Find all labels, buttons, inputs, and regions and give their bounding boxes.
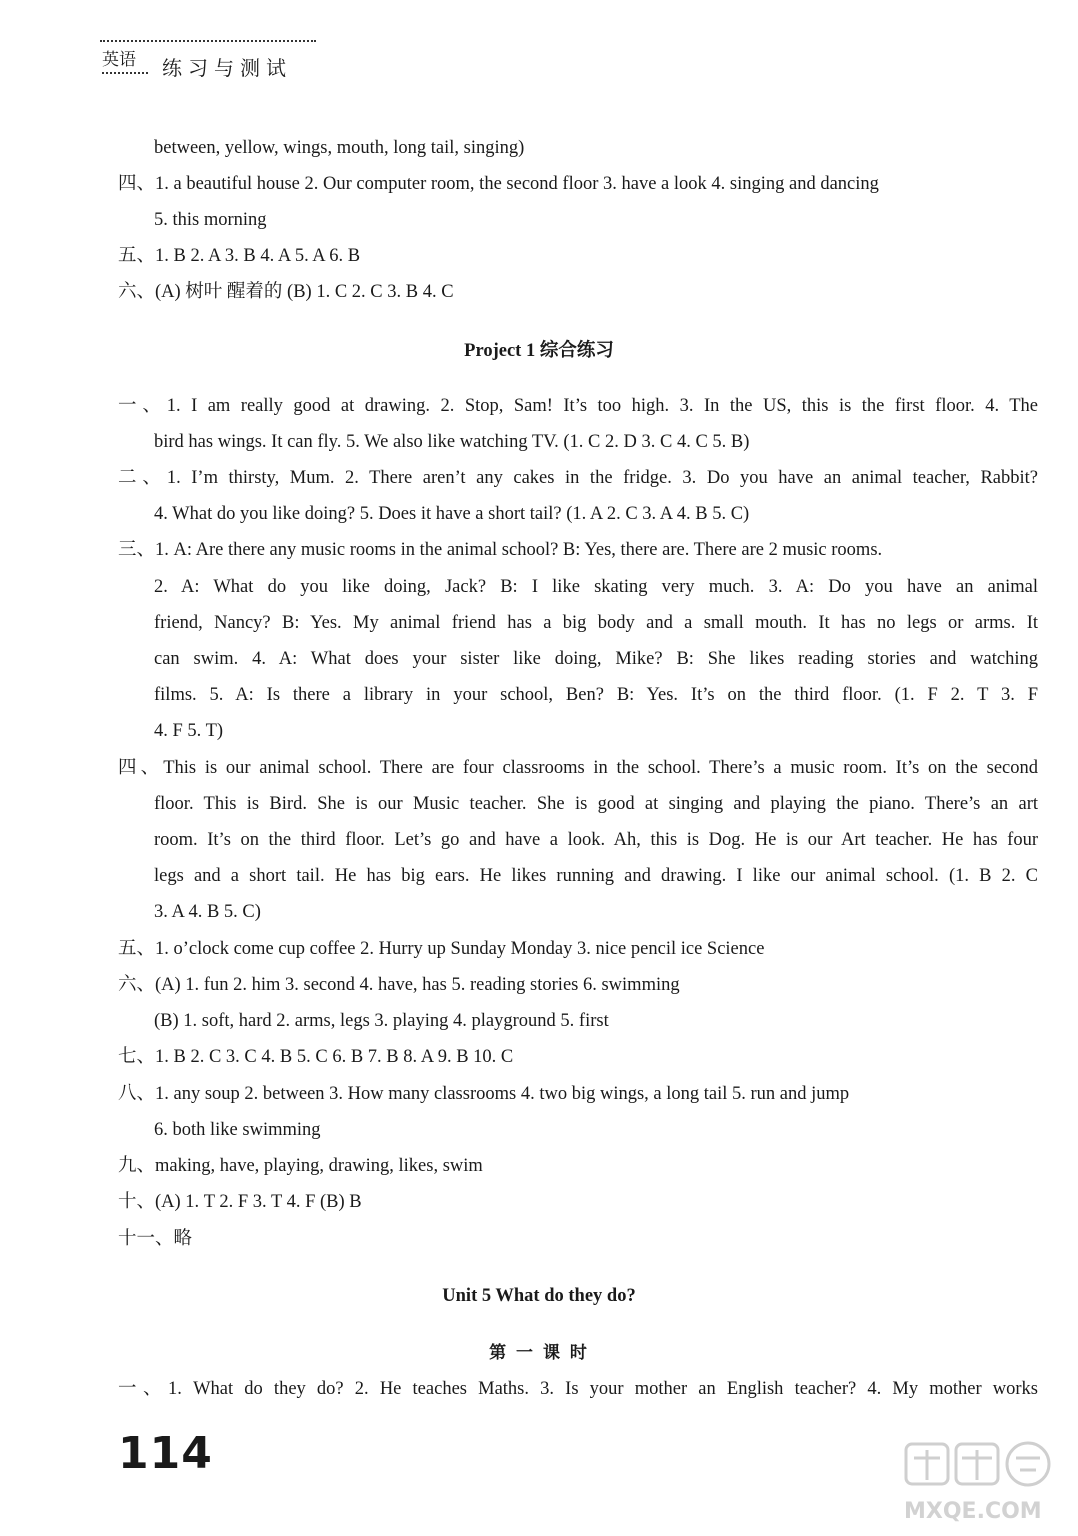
answer-line: between, yellow, wings, mouth, long tail, singing) bbox=[154, 138, 525, 158]
answer-line: friend, Nancy? B: Yes. My animal friend has a big body and a small mouth. It has no legs or arms. It bbox=[154, 613, 1038, 633]
answer-line: floor. This is Bird. She is our Music teacher. She is good at singing and playing the piano. There’s an art bbox=[154, 794, 1038, 814]
answer-line: 6. both like swimming bbox=[154, 1120, 321, 1140]
subject-label: 英语 bbox=[102, 48, 148, 74]
page-number: 114 bbox=[118, 1428, 213, 1479]
answer-line: 二、1. I’m thirsty, Mum. 2. There aren’t any cakes in the fridge. 3. Do you have an animal teacher, Rabbit? bbox=[118, 468, 1038, 488]
answer-line: 九、making, have, playing, drawing, likes, swim bbox=[118, 1156, 483, 1176]
answer-line: 4. What do you like doing? 5. Does it have a short tail? (1. A 2. C 3. A 4. B 5. C) bbox=[154, 504, 750, 524]
answer-line: 2. A: What do you like doing, Jack? B: I like skating very much. 3. A: Do you have an animal bbox=[154, 577, 1038, 597]
answer-line: room. It’s on the third floor. Let’s go and have a look. Ah, this is Dog. He is our Art teacher. He has four bbox=[154, 830, 1038, 850]
book-title: 练习与测试 bbox=[162, 56, 292, 80]
answer-line: 五、1. B 2. A 3. B 4. A 5. A 6. B bbox=[118, 246, 361, 266]
answer-line: films. 5. A: Is there a library in your school, Ben? B: Yes. It’s on the third floor. (1. F 2. T 3. F bbox=[154, 685, 1038, 705]
answer-line: 十一、略 bbox=[118, 1229, 193, 1249]
section-title-unit5: Unit 5 What do they do? bbox=[442, 1286, 636, 1306]
page-header bbox=[100, 40, 316, 82]
answer-line: 四、This is our animal school. There are four classrooms in the school. There’s a music room. It’s on the second bbox=[118, 758, 1038, 778]
answer-line: (B) 1. soft, hard 2. arms, legs 3. playing 4. playground 5. first bbox=[154, 1011, 609, 1031]
answer-line: 五、1. o’clock come cup coffee 2. Hurry up Sunday Monday 3. nice pencil ice Science bbox=[118, 939, 765, 959]
answer-line: 四、1. a beautiful house 2. Our computer room, the second floor 3. have a look 4. singing and dancing bbox=[118, 174, 879, 194]
svg-text:MXQE.COM: MXQE.COM bbox=[904, 1499, 1042, 1524]
answer-line: 六、(A) 1. fun 2. him 3. second 4. have, has 5. reading stories 6. swimming bbox=[118, 975, 680, 995]
answer-line: 3. A 4. B 5. C) bbox=[154, 902, 261, 922]
answer-line: 4. F 5. T) bbox=[154, 721, 224, 741]
answer-line: bird has wings. It can fly. 5. We also like watching TV. (1. C 2. D 3. C 4. C 5. B) bbox=[154, 432, 750, 452]
answer-line: 5. this morning bbox=[154, 210, 267, 230]
answer-line: can swim. 4. A: What does your sister like doing, Mike? B: She likes reading stories and watching bbox=[154, 649, 1038, 669]
answer-line: 十、(A) 1. T 2. F 3. T 4. F (B) B bbox=[118, 1192, 362, 1212]
watermark-logo bbox=[900, 1438, 1060, 1528]
lesson-title: 第 一 课 时 bbox=[489, 1343, 589, 1363]
answer-line: 一、1. What do they do? 2. He teaches Maths. 3. Is your mother an English teacher? 4. My mother works bbox=[118, 1379, 1038, 1399]
answer-line: 三、1. A: Are there any music rooms in the animal school? B: Yes, there are. There are 2 music rooms. bbox=[118, 540, 883, 560]
answer-line: 六、(A) 树叶 醒着的 (B) 1. C 2. C 3. B 4. C bbox=[118, 282, 454, 302]
section-title-project1: Project 1 综合练习 bbox=[464, 341, 614, 361]
answer-line: 七、1. B 2. C 3. C 4. B 5. C 6. B 7. B 8. A 9. B 10. C bbox=[118, 1047, 514, 1067]
answer-line: legs and a short tail. He has big ears. He likes running and drawing. I like our animal school. (1. B 2. C bbox=[154, 866, 1038, 886]
answer-line: 八、1. any soup 2. between 3. How many classrooms 4. two big wings, a long tail 5. run and jump bbox=[118, 1084, 850, 1104]
answer-line: 一、1. I am really good at drawing. 2. Stop, Sam! It’s too high. 3. In the US, this is the first floor. 4. The bbox=[118, 396, 1038, 416]
